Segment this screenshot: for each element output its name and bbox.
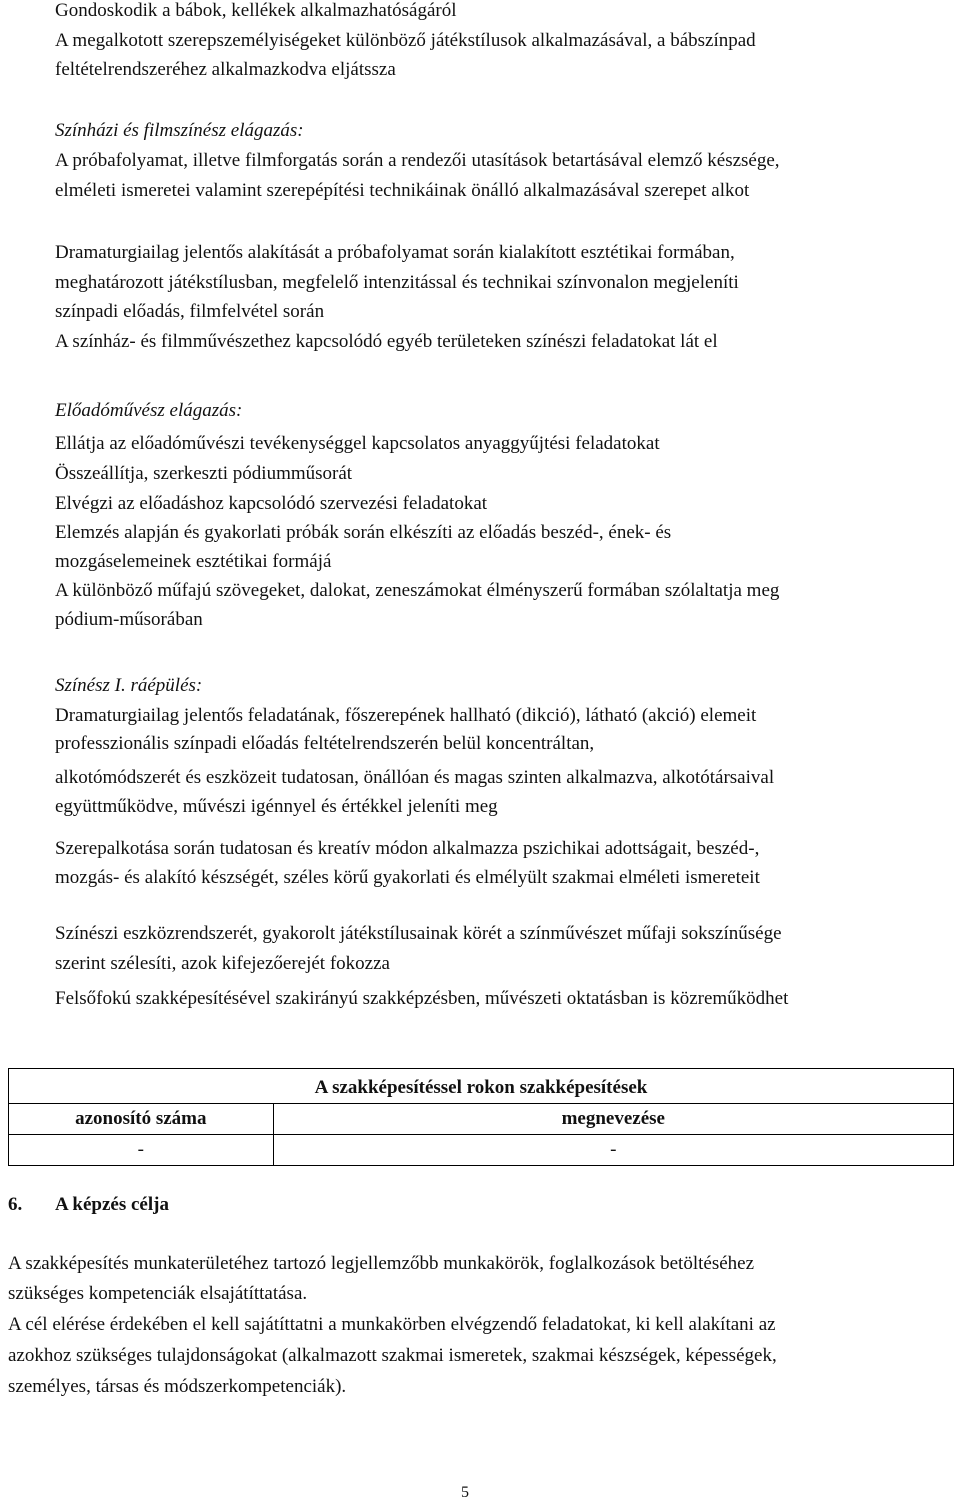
table-row — [9, 1135, 954, 1166]
related-qualifications-table — [8, 1068, 954, 1166]
text-line: A szakképesítés munkaterületéhez tartozó legjellemzőbb munkakörök, foglalkozások betöltéséhez — [8, 1253, 755, 1274]
page-number: 5 — [461, 1484, 469, 1501]
text-line: Elvégzi az előadáshoz kapcsolódó szervezési feladatokat — [55, 493, 488, 514]
section-heading: Előadóművész elágazás: — [55, 400, 243, 421]
section-heading: Színész I. ráépülés: — [55, 675, 203, 696]
text-line: A különböző műfajú szövegeket, dalokat, zeneszámokat élményszerű formában szólaltatja meg — [55, 580, 780, 601]
text-line: meghatározott játékstílusban, megfelelő intenzitással és technikai színvonalon megjeleníti — [55, 272, 739, 293]
text-line: személyes, társas és módszerkompetenciák). — [8, 1376, 347, 1397]
text-line: A színház- és filmművészethez kapcsolódó egyéb területeken színészi feladatokat lát el — [55, 331, 718, 352]
text-line: A megalkotott szerepszemélyiségeket különböző játékstílusok alkalmazásával, a bábszínpad — [55, 30, 756, 51]
text-line: szerint szélesíti, azok kifejezőerejét fokozza — [55, 953, 390, 974]
text-line: azokhoz szükséges tulajdonságokat (alkalmazott szakmai ismeretek, szakmai készségek, képességek, — [8, 1345, 777, 1366]
cell-name: - — [273, 1135, 953, 1166]
text-line: mozgás- és alakító készségét, széles körű gyakorlati és elmélyült szakmai elméleti ismereteit — [55, 867, 760, 888]
cell-id: - — [9, 1135, 274, 1166]
text-line: Gondoskodik a bábok, kellékek alkalmazhatóságáról — [55, 0, 457, 21]
text-line: Szerepalkotása során tudatosan és kreatív módon alkalmazza pszichikai adottságait, beszéd-, — [55, 838, 760, 859]
text-line: Összeállítja, szerkeszti pódiumműsorát — [55, 463, 353, 484]
table-title: A szakképesítéssel rokon szakképesítések — [9, 1069, 954, 1104]
text-line: A próbafolyamat, illetve filmforgatás során a rendezői utasítások betartásával elemző készsége, — [55, 150, 780, 171]
text-line: A cél elérése érdekében el kell sajátíttatni a munkakörben elvégzendő feladatokat, ki kell alakítani az — [8, 1314, 776, 1335]
section-heading: Színházi és filmszínész elágazás: — [55, 120, 304, 141]
text-line: Dramaturgiailag jelentős alakítását a próbafolyamat során kialakított esztétikai formában, — [55, 242, 735, 263]
column-header-id: azonosító száma — [9, 1104, 274, 1135]
text-line: Színészi eszközrendszerét, gyakorolt játékstílusainak körét a színművészet műfaji sokszínűsége — [55, 923, 782, 944]
text-line: feltételrendszeréhez alkalmazkodva eljátssza — [55, 59, 396, 80]
text-line: szükséges kompetenciák elsajátíttatása. — [8, 1283, 308, 1304]
section-title: A képzés célja — [55, 1194, 169, 1215]
text-line: elméleti ismeretei valamint szerepépítési technikáinak önálló alkalmazásával szerepet alkot — [55, 180, 750, 201]
section-number: 6. — [8, 1194, 23, 1215]
text-line: együttműködve, művészi igénnyel és értékkel jeleníti meg — [55, 796, 498, 817]
column-header-name: megnevezése — [273, 1104, 953, 1135]
text-line: Dramaturgiailag jelentős feladatának, főszerepének hallható (dikció), látható (akció) elemeit — [55, 705, 757, 726]
text-line: Elemzés alapján és gyakorlati próbák során elkészíti az előadás beszéd-, ének- és — [55, 522, 672, 543]
text-line: pódium-műsorában — [55, 609, 203, 630]
text-line: mozgáselemeinek esztétikai formájá — [55, 551, 332, 572]
text-line: professzionális színpadi előadás feltételrendszerén belül koncentráltan, — [55, 733, 595, 754]
text-line: Ellátja az előadóművészi tevékenységgel kapcsolatos anyaggyűjtési feladatokat — [55, 433, 660, 454]
text-line: Felsőfokú szakképesítésével szakirányú szakképzésben, művészeti oktatásban is közreműködhet — [55, 988, 789, 1009]
text-line: színpadi előadás, filmfelvétel során — [55, 301, 325, 322]
text-line: alkotómódszerét és eszközeit tudatosan, önállóan és magas szinten alkalmazva, alkotótársaival — [55, 767, 775, 788]
